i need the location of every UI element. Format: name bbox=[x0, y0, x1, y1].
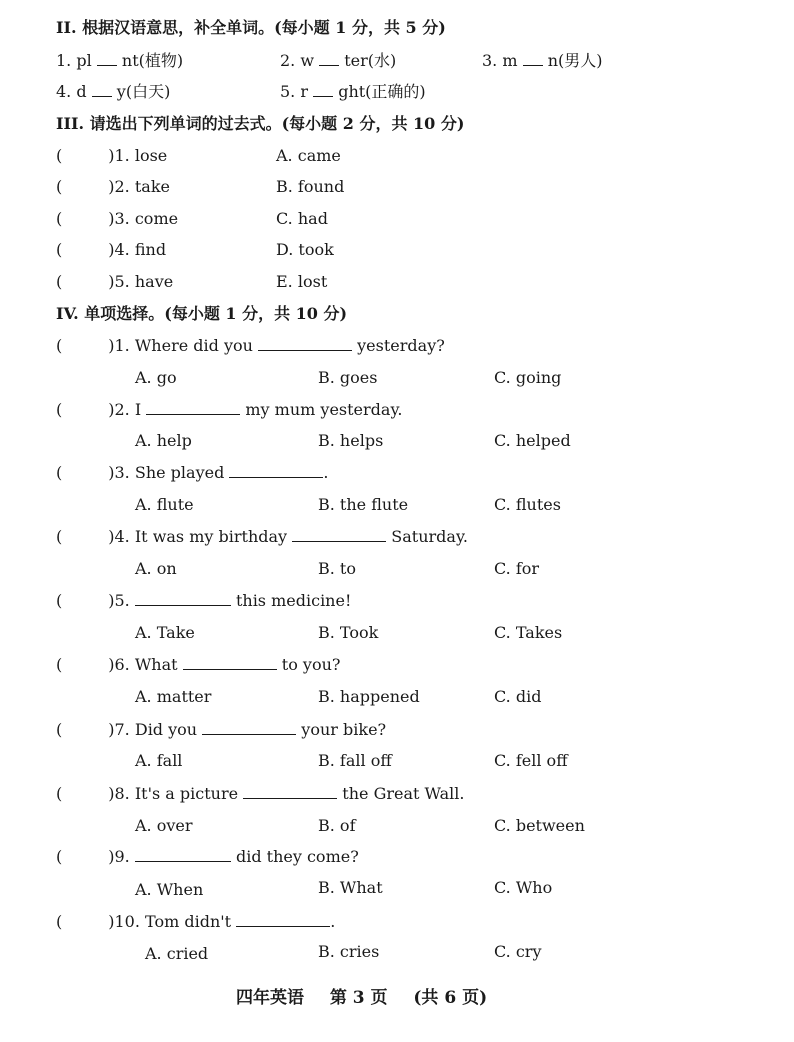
word-start: m bbox=[502, 51, 518, 70]
answer-paren[interactable]: ( bbox=[56, 912, 63, 931]
word-start: w bbox=[300, 51, 315, 70]
option-b[interactable]: B. of bbox=[318, 816, 356, 835]
question-text-after: your bike? bbox=[301, 720, 387, 739]
item-number: 1. bbox=[56, 51, 72, 70]
match-row-1 bbox=[56, 146, 167, 166]
word-start: d bbox=[76, 82, 87, 101]
question-number: )3. bbox=[108, 463, 130, 482]
question-text-after: yesterday? bbox=[357, 336, 445, 355]
word-start: pl bbox=[76, 51, 92, 70]
answer-blank[interactable] bbox=[135, 847, 231, 862]
word-end: ter(水) bbox=[344, 51, 397, 70]
answer-blank[interactable] bbox=[292, 527, 386, 542]
question-text-before: She played bbox=[134, 463, 225, 482]
option-c[interactable]: C. for bbox=[494, 559, 540, 578]
match-question: )2. take bbox=[108, 177, 170, 196]
option-a[interactable]: A. flute bbox=[135, 495, 194, 514]
question-number: )7. bbox=[108, 720, 130, 739]
section-2-heading: II. 根据汉语意思，补全单词。(每小题 1 分，共 5 分) bbox=[56, 18, 446, 37]
answer-paren[interactable]: ( bbox=[56, 784, 63, 803]
option-b[interactable]: B. Took bbox=[318, 623, 379, 642]
question-text-after: did they come? bbox=[235, 847, 359, 866]
question-text-before: It was my birthday bbox=[134, 527, 288, 546]
question-text-before: It's a picture bbox=[134, 784, 239, 803]
option-b[interactable]: B. happened bbox=[318, 687, 420, 706]
option-c[interactable]: C. helped bbox=[494, 431, 571, 450]
option-c[interactable]: C. flutes bbox=[494, 495, 561, 514]
letter-blank[interactable] bbox=[92, 82, 112, 97]
word-end: nt(植物) bbox=[121, 51, 184, 70]
answer-paren[interactable]: ( bbox=[56, 146, 63, 165]
item-number: 2. bbox=[280, 51, 296, 70]
fill-item-1 bbox=[56, 51, 183, 71]
answer-paren[interactable]: ( bbox=[56, 591, 63, 610]
option-b[interactable]: B. to bbox=[318, 559, 356, 578]
option-c[interactable]: C. cry bbox=[494, 942, 542, 961]
option-a[interactable]: A. over bbox=[135, 816, 193, 835]
section-4-heading: IV. 单项选择。(每小题 1 分，共 10 分) bbox=[56, 304, 348, 323]
fill-item-2 bbox=[280, 51, 396, 71]
answer-paren[interactable]: ( bbox=[56, 847, 63, 866]
match-question: )5. have bbox=[108, 272, 174, 291]
footer-grade: 四年英语 bbox=[236, 988, 304, 1008]
answer-blank[interactable] bbox=[258, 336, 352, 351]
question-text-after: Saturday. bbox=[391, 527, 468, 546]
question-text-before: Did you bbox=[134, 720, 198, 739]
match-option-1: A. came bbox=[276, 146, 341, 165]
question-number: )1. bbox=[108, 336, 130, 355]
letter-blank[interactable] bbox=[313, 82, 333, 97]
mc-question-5 bbox=[56, 591, 351, 611]
match-row-2 bbox=[56, 177, 170, 197]
question-number: )6. bbox=[108, 655, 130, 674]
word-end: y(白天) bbox=[116, 82, 171, 101]
fill-item-3 bbox=[482, 51, 603, 71]
mc-question-2 bbox=[56, 400, 402, 420]
answer-paren[interactable]: ( bbox=[56, 655, 63, 674]
answer-paren[interactable]: ( bbox=[56, 272, 63, 291]
word-start: r bbox=[300, 82, 309, 101]
question-text-after: my mum yesterday. bbox=[245, 400, 403, 419]
page-footer bbox=[236, 988, 487, 1008]
answer-paren[interactable]: ( bbox=[56, 240, 63, 259]
answer-blank[interactable] bbox=[202, 720, 296, 735]
option-b[interactable]: B. cries bbox=[318, 942, 380, 961]
item-number: 3. bbox=[482, 51, 498, 70]
answer-blank[interactable] bbox=[183, 655, 277, 670]
mc-question-8 bbox=[56, 784, 464, 804]
question-text-after: this medicine! bbox=[235, 591, 352, 610]
question-text-before: Where did you bbox=[134, 336, 253, 355]
question-number: )10. bbox=[108, 912, 140, 931]
option-a[interactable]: A. go bbox=[135, 368, 177, 387]
letter-blank[interactable] bbox=[97, 51, 117, 66]
mc-question-3 bbox=[56, 463, 329, 483]
option-b[interactable]: B. fall off bbox=[318, 751, 392, 770]
answer-blank[interactable] bbox=[236, 912, 330, 927]
option-a[interactable]: A. matter bbox=[135, 687, 212, 706]
match-question: )3. come bbox=[108, 209, 179, 228]
option-a[interactable]: A. When bbox=[135, 880, 204, 899]
option-b[interactable]: B. goes bbox=[318, 368, 378, 387]
option-c[interactable]: C. fell off bbox=[494, 751, 568, 770]
option-c[interactable]: C. Takes bbox=[494, 623, 563, 642]
option-b[interactable]: B. helps bbox=[318, 431, 384, 450]
mc-question-1 bbox=[56, 336, 445, 356]
letter-blank[interactable] bbox=[319, 51, 339, 66]
option-a[interactable]: A. fall bbox=[135, 751, 183, 770]
footer-total-pages: (共 6 页) bbox=[413, 988, 488, 1008]
match-row-3 bbox=[56, 209, 178, 229]
footer-page-number: 第 3 页 bbox=[329, 988, 388, 1008]
item-number: 5. bbox=[280, 82, 296, 101]
mc-question-6 bbox=[56, 655, 340, 675]
section-3-heading: III. 请选出下列单词的过去式。(每小题 2 分，共 10 分) bbox=[56, 114, 465, 133]
option-b[interactable]: B. What bbox=[318, 878, 383, 897]
match-option-2: B. found bbox=[276, 177, 345, 196]
match-option-4: D. took bbox=[276, 240, 334, 259]
question-text-after: to you? bbox=[281, 655, 341, 674]
question-text-before: What bbox=[134, 655, 178, 674]
option-a[interactable]: A. on bbox=[135, 559, 177, 578]
question-number: )4. bbox=[108, 527, 130, 546]
item-number: 4. bbox=[56, 82, 72, 101]
option-a[interactable]: A. help bbox=[135, 431, 192, 450]
match-question: )1. lose bbox=[108, 146, 168, 165]
answer-blank[interactable] bbox=[229, 463, 323, 478]
answer-paren[interactable]: ( bbox=[56, 527, 63, 546]
mc-question-4 bbox=[56, 527, 468, 547]
word-end: n(男人) bbox=[547, 51, 603, 70]
answer-paren[interactable]: ( bbox=[56, 209, 63, 228]
option-b[interactable]: B. the flute bbox=[318, 495, 409, 514]
question-text-before: I bbox=[134, 400, 142, 419]
question-number: )8. bbox=[108, 784, 130, 803]
question-number: )9. bbox=[108, 847, 130, 866]
answer-paren[interactable]: ( bbox=[56, 177, 63, 196]
answer-paren[interactable]: ( bbox=[56, 336, 63, 355]
answer-paren[interactable]: ( bbox=[56, 720, 63, 739]
question-text-after: . bbox=[323, 463, 329, 482]
answer-paren[interactable]: ( bbox=[56, 400, 63, 419]
fill-item-4 bbox=[56, 82, 170, 102]
option-a[interactable]: A. cried bbox=[145, 944, 209, 963]
match-row-4 bbox=[56, 240, 166, 260]
option-c[interactable]: C. between bbox=[494, 816, 585, 835]
match-option-5: E. lost bbox=[276, 272, 328, 291]
question-text-before: Tom didn't bbox=[145, 912, 232, 931]
match-question: )4. find bbox=[108, 240, 167, 259]
fill-item-5 bbox=[280, 82, 426, 102]
question-number: )2. bbox=[108, 400, 130, 419]
answer-paren[interactable]: ( bbox=[56, 463, 63, 482]
answer-blank[interactable] bbox=[146, 400, 240, 415]
question-text-after: . bbox=[330, 912, 336, 931]
match-option-3: C. had bbox=[276, 209, 328, 228]
answer-blank[interactable] bbox=[135, 591, 231, 606]
option-c[interactable]: C. Who bbox=[494, 878, 553, 897]
option-c[interactable]: C. did bbox=[494, 687, 542, 706]
mc-question-10 bbox=[56, 912, 335, 932]
question-text-after: the Great Wall. bbox=[342, 784, 465, 803]
match-row-5 bbox=[56, 272, 173, 292]
word-end: ght(正确的) bbox=[338, 82, 426, 101]
letter-blank[interactable] bbox=[523, 51, 543, 66]
mc-question-7 bbox=[56, 720, 386, 740]
mc-question-9 bbox=[56, 847, 359, 867]
question-number: )5. bbox=[108, 591, 130, 610]
option-a[interactable]: A. Take bbox=[135, 623, 195, 642]
option-c[interactable]: C. going bbox=[494, 368, 562, 387]
answer-blank[interactable] bbox=[243, 784, 337, 799]
